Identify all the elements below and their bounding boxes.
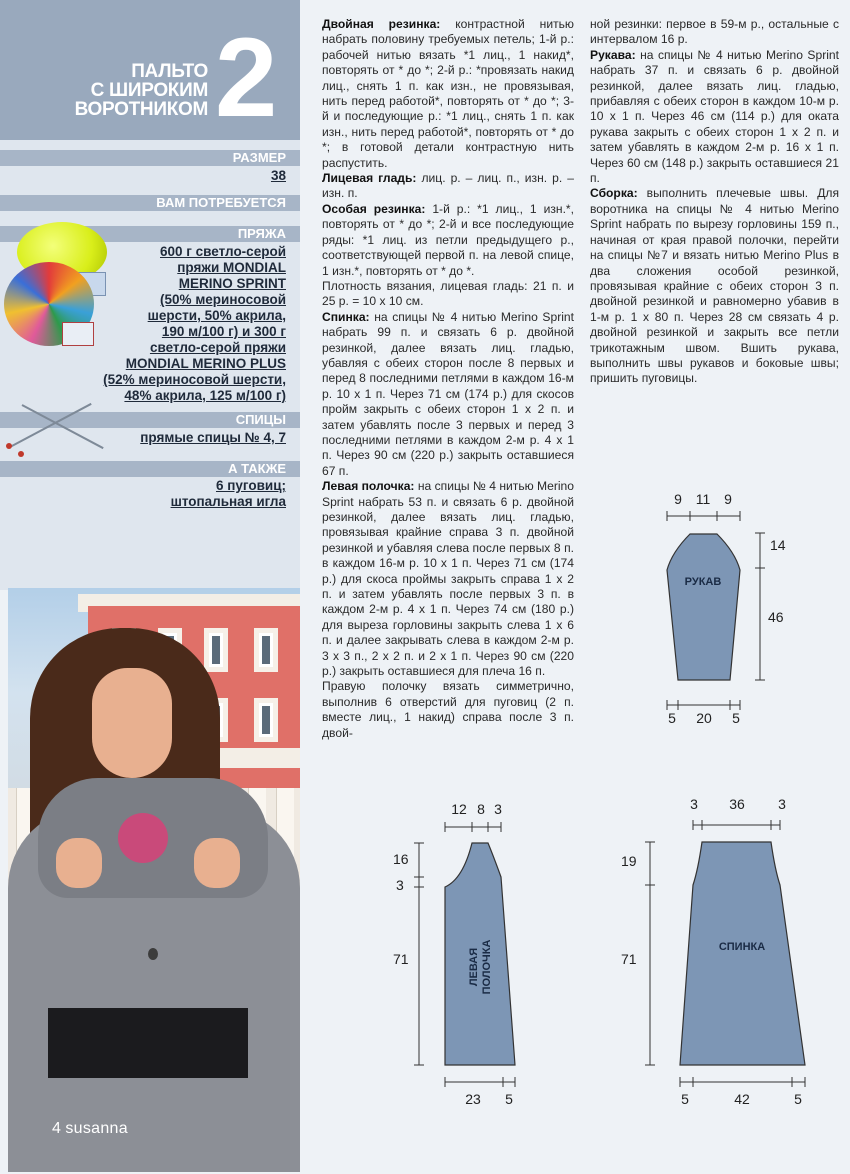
buttonhole-paragraph: ной резинки: первое в 59-м р., остальные с интервалом 16 р. xyxy=(590,17,839,47)
need-bar xyxy=(0,195,300,211)
paragraph-heading: Рукава: xyxy=(590,47,636,62)
size-label: РАЗМЕР xyxy=(232,150,286,165)
piece-label: СПИНКА xyxy=(718,941,766,953)
yarn-line: (52% мериносовой шерсти, xyxy=(103,372,286,387)
paragraph-heading: Левая полочка: xyxy=(322,479,415,494)
dim-label: 12 xyxy=(451,801,467,817)
title-block xyxy=(0,0,300,140)
dim-label: 11 xyxy=(695,491,711,507)
dim-label: 36 xyxy=(729,796,745,812)
back-paragraph: Спинка: на спицы № 4 нитью Merino Sprint набрать 99 п. и связать 6 р. двойной резинкой, далее вязать лиц. гладью, убавляя с обеих сторон после 8 первых и перед 8 последними петлями в каждом 16-м р. 10 х 1 п. Через 71 см (174 р.) для скосов пройм закрыть с обеих сторон 1 х 2 п. и затем убавлять после 3 первых и перед 3 последними петлями в каждом 2-м р. 4 х 1 п. Через 90 см (220 р.) закрыть оставшиеся 67 п. xyxy=(322,309,574,478)
window xyxy=(254,698,278,742)
right-front-paragraph: Правую полочку вязать симметрично, выполнив 6 отверстий для пуговиц (2 п. вместе лиц., 1 накид) справа после 3 п. двой- xyxy=(322,679,574,740)
dim-label: 71 xyxy=(393,951,409,967)
instructions-column-2 xyxy=(590,17,839,387)
yarn-line: (50% мериносовой xyxy=(160,292,286,307)
paragraph-heading: Двойная резинка: xyxy=(322,17,441,31)
sleeves-paragraph: Рукава: на спицы № 4 нитью Merino Sprint набрать 37 п. и связать 6 р. двойной резинкой, далее вязать лиц. гладью, прибавляя с обеих сторон в каждом 10-м р. 10 х 1 п. Через 46 см (114 р.) для оката рукава закрыть с обеих сторон 1 х 2 п. и затем убавлять в каждом 2-м р. 16 х 1 п. Через 60 см (148 р.) закрыть оставшиеся 21 п. xyxy=(590,47,839,186)
yarn-line: шерсти, 50% акрила, xyxy=(147,308,286,323)
needles-bar xyxy=(0,412,300,428)
needles-label: СПИЦЫ xyxy=(235,412,286,427)
front-piece xyxy=(445,843,515,1065)
page-title xyxy=(40,62,208,119)
assembly-paragraph: Сборка: выполнить плечевые швы. Для воротника на спицы № 4 нитью Merino Sprint набрать по вырезу горловины 159 п., начиная от края правой полочки, перейти на спицы №7 и вязать нитью Merino Plus в два сложения особой резинкой, провязывая крайние с обеих сторон 3 п. двойной резинкой и равномерно убавив в 1-м р. 1 х 80 п. Через 28 см связать 4 р. двойной резинкой и закрыть все петли трикотажным швом. Вшить рукава, выполнить швы рукавов и боковые швы; пришить пуговицы. xyxy=(590,186,839,386)
dim-label: 19 xyxy=(621,853,637,869)
dim-label: 42 xyxy=(734,1091,750,1107)
yarn-line: пряжи MONDIAL xyxy=(177,260,286,275)
stockinette-paragraph: Лицевая гладь: лиц. р. – лиц. п., изн. р. – изн. п. xyxy=(322,171,574,201)
dim-label: 3 xyxy=(494,801,502,817)
model-face xyxy=(92,668,172,778)
dim-label: 3 xyxy=(778,796,786,812)
size-value: 38 xyxy=(270,168,286,183)
also-label: А ТАКЖЕ xyxy=(228,461,286,476)
also-bar xyxy=(0,461,300,477)
window xyxy=(254,628,278,672)
title-line-1: ПАЛЬТО xyxy=(131,61,208,82)
yarn-line: 48% акрила, 125 м/100 г) xyxy=(124,388,286,403)
needle-tip-icon xyxy=(18,451,24,457)
needle-tip-icon xyxy=(6,443,12,449)
page-number: 4 xyxy=(52,1120,61,1137)
yarn-tag-icon xyxy=(62,322,94,346)
dim-label: 5 xyxy=(505,1091,513,1107)
sidebar xyxy=(0,0,300,590)
special-rib-paragraph: Особая резинка: 1-й р.: *1 лиц., 1 изн.*, повторять от * до *; 2-й и все последующие ряды: *1 лиц. из петли предыдущего р., соответствующей первой п. на левой спице, 1 изн.*, повторять от * до *. xyxy=(322,201,574,278)
dim-label: 9 xyxy=(724,491,732,507)
sleeve-schema xyxy=(650,480,850,730)
dim-label: 5 xyxy=(794,1091,802,1107)
paragraph-heading: Особая резинка: xyxy=(322,201,426,216)
model-hand xyxy=(194,838,240,888)
back-piece xyxy=(680,842,805,1065)
dim-label: 16 xyxy=(393,851,409,867)
sleeve-piece xyxy=(667,534,740,680)
window xyxy=(204,628,228,672)
yarn-line: 190 м/100 г) и 300 г xyxy=(161,324,286,339)
piece-label: РУКАВ xyxy=(684,576,722,588)
paragraph-heading: Спинка: xyxy=(322,309,370,324)
left-front-schema xyxy=(385,795,525,1115)
svg-text:ПОЛОЧКА: ПОЛОЧКА xyxy=(481,939,493,995)
dim-label: 8 xyxy=(477,801,485,817)
coat-button xyxy=(148,948,158,960)
dim-label: 5 xyxy=(681,1091,689,1107)
magazine-brand: susanna xyxy=(65,1120,128,1137)
model-hand xyxy=(56,838,102,888)
yarn-label: ПРЯЖА xyxy=(237,226,286,241)
dim-label: 23 xyxy=(465,1091,481,1107)
need-label: ВАМ ПОТРЕБУЕТСЯ xyxy=(156,195,286,210)
page-footer xyxy=(52,1120,128,1138)
dim-label: 5 xyxy=(668,710,676,726)
paragraph-heading: Лицевая гладь: xyxy=(322,171,417,186)
dim-label: 3 xyxy=(690,796,698,812)
dim-label: 20 xyxy=(696,710,712,726)
double-rib-paragraph: Двойная резинка: контрастной нитью набрать половину требуемых петель; 1-й р.: рабочей нитью вязать *1 лиц., 1 накид*, повторять от * до *; 2-й р.: *провязать накид лиц., снять 1 п. как изн., не провязывая, нить перед работой*, повторять от * до *; 3-й и последующие р.: *1 лиц., снять 1 п. как изн., нить перед работой*, повторять от * до *; в готовой детали контрастную нить распустить. xyxy=(322,17,574,170)
paragraph-heading: Сборка: xyxy=(590,186,638,201)
title-line-2: С ШИРОКИМ xyxy=(90,80,208,101)
yarn-line: MERINO SPRINT xyxy=(178,276,286,291)
dim-label: 14 xyxy=(770,537,786,553)
model-photo xyxy=(8,588,300,1172)
pattern-number: 2 xyxy=(215,15,278,140)
title-line-3: ВОРОТНИКОМ xyxy=(74,99,208,120)
yarn-line: 600 г светло-серой xyxy=(160,244,286,259)
also-line: штопальная игла xyxy=(170,494,286,509)
dim-label: 3 xyxy=(396,877,404,893)
left-front-paragraph: Левая полочка: на спицы № 4 нитью Merino Sprint набрать 53 п. и связать 6 р. двойной резинкой, далее вязать лиц. гладью, провязывая крайние справа 3 п. двойной резинкой и убавляя слева после первых 8 п. в каждом 16-м р. 10 х 1 п. Через 71 см (174 р.) для скоса проймы закрыть справа 1 х 2 п. и затем убавлять после первых 3 п. в каждом 2-м р. 4 х 1 п. Через 74 см (180 р.) для выреза горловины закрыть слева 1 х 6 п. и далее закрывать слева в каждом 2-м р. 3 х 3 п., 2 х 2 п. и 2 х 1 п. Через 90 см (220 р.) закрыть оставшиеся для плеча 16 п. xyxy=(322,479,575,679)
yarn-line: светло-серой пряжи xyxy=(149,340,286,355)
model-belt xyxy=(48,1008,248,1078)
needles-value: прямые спицы № 4, 7 xyxy=(140,430,286,445)
gauge-paragraph: Плотность вязания, лицевая гладь: 21 п. и 25 р. = 10 х 10 см. xyxy=(322,278,574,309)
svg-text:ЛЕВАЯ: ЛЕВАЯ xyxy=(468,947,480,987)
dim-label: 71 xyxy=(621,951,637,967)
model-scarf xyxy=(118,813,168,863)
dim-label: 5 xyxy=(732,710,740,726)
size-bar xyxy=(0,150,300,166)
back-schema xyxy=(605,790,820,1110)
also-line: 6 пуговиц; xyxy=(215,478,286,493)
dim-label: 46 xyxy=(768,609,784,625)
instructions-column-1 xyxy=(322,17,574,741)
dim-label: 9 xyxy=(674,491,682,507)
yarn-line: MONDIAL MERINO PLUS xyxy=(125,356,286,371)
